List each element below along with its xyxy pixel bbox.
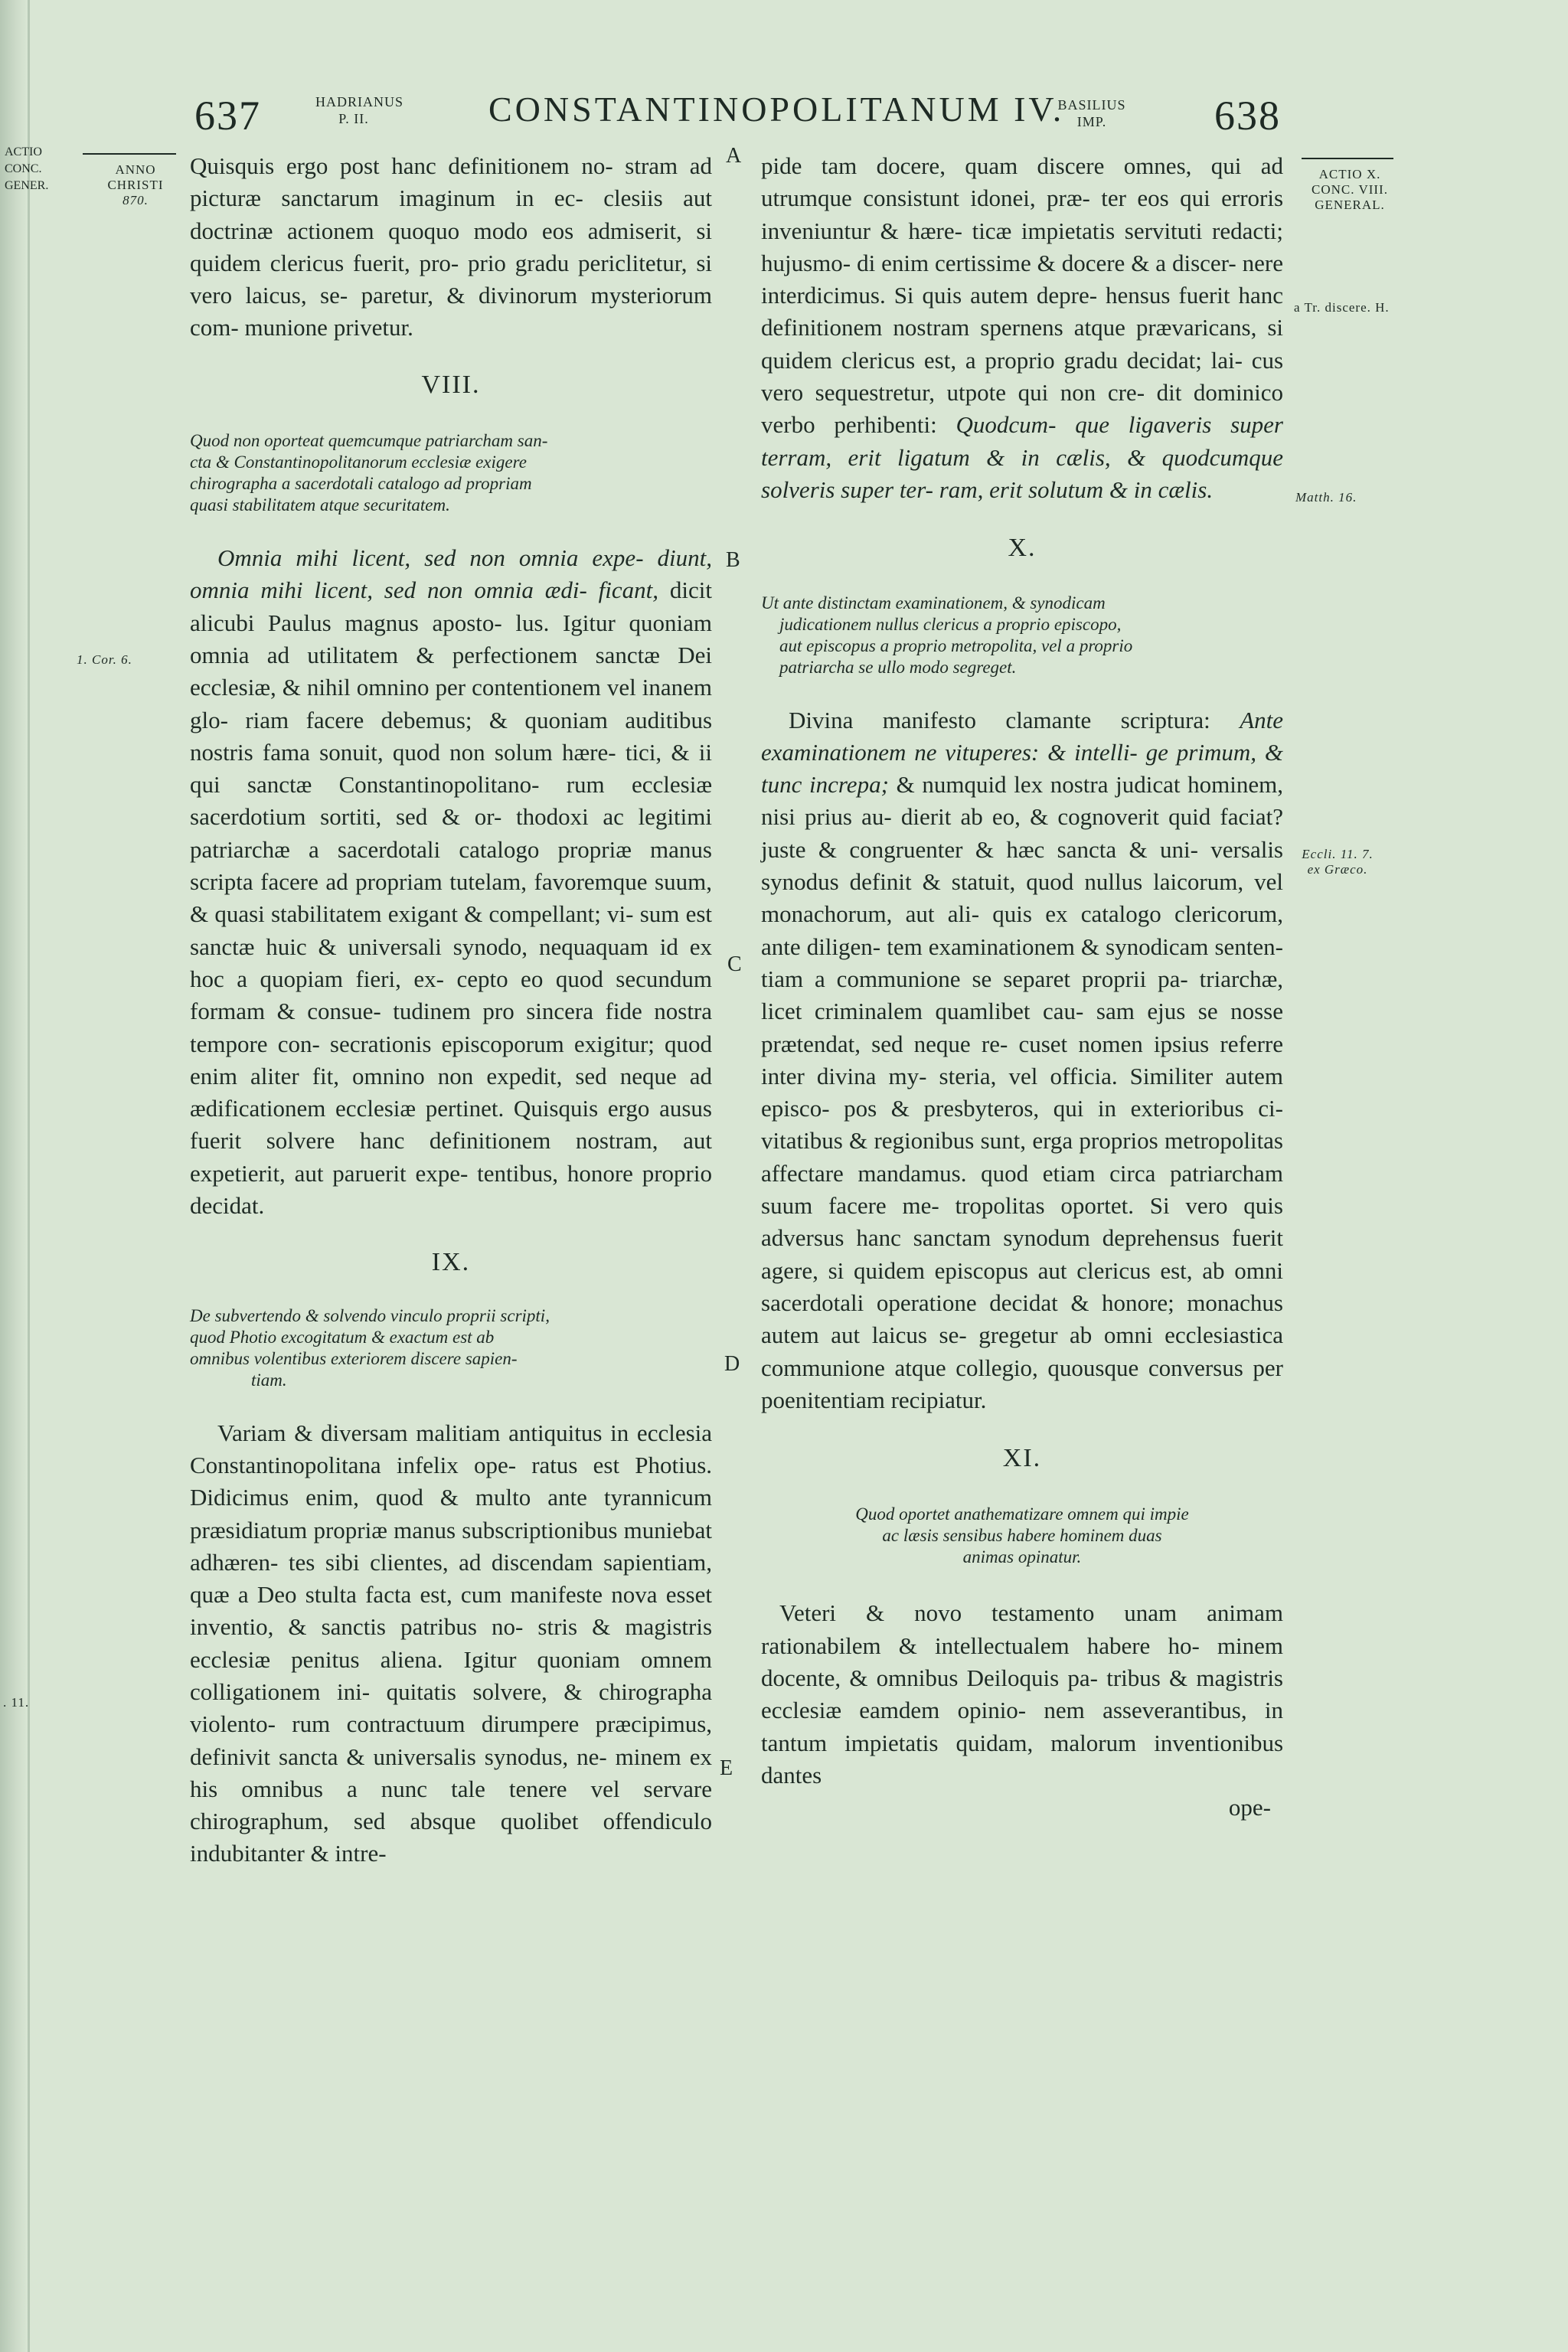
text-line: Divina manifesto clamante scriptura: bbox=[789, 706, 1210, 733]
margin-ref-eccli bbox=[1295, 847, 1380, 877]
right-margin-rule bbox=[1302, 158, 1393, 159]
text-line: rationabilem & intellectualem habere ho- bbox=[761, 1632, 1200, 1659]
text-line: pide tam docere, quam discere omnes, bbox=[761, 152, 1192, 179]
text-line: ad ædificationem ecclesiæ pertinet. Quisquis bbox=[190, 1062, 713, 1122]
text-line: definivit sancta & universalis synodus, ne- bbox=[190, 1743, 607, 1770]
margin-anno-line: ANNO bbox=[115, 162, 156, 177]
text-line: quolibet offendiculo indubitanter & intre- bbox=[190, 1808, 713, 1867]
text-line: Variam & diversam malitiam antiquitus bbox=[217, 1419, 603, 1446]
text-line: hanc sanctam synodum deprehensus fuerit bbox=[856, 1224, 1284, 1252]
text-line: nova esset inventio, & sanctis patribus no- bbox=[190, 1581, 712, 1641]
text-line: pos & presbyteros, qui in exterioribus ci- bbox=[844, 1095, 1283, 1122]
rubric-line: Quod oportet anathematizare omnem qui impie bbox=[855, 1504, 1189, 1524]
text-line: stram ad picturæ sanctarum imaginum in ec- bbox=[190, 152, 713, 212]
text-line: ergo ausus fuerit solvere hanc definitionem bbox=[190, 1095, 712, 1155]
text-line: Igitur quoniam omnem colligationem ini- bbox=[190, 1645, 713, 1705]
text-line: munione privetur. bbox=[244, 314, 413, 341]
text-line: honore; monachus autem aut laicus se- bbox=[761, 1289, 1283, 1349]
text-line: dit dominico verbo perhibenti: bbox=[761, 379, 1283, 439]
text-line: gregetur ab omni ecclesiastica communione bbox=[761, 1321, 1283, 1381]
rubric-line: De subvertendo & solvendo vinculo proprii scripti, bbox=[190, 1305, 550, 1325]
section-heading-xi: XI. bbox=[1002, 1444, 1042, 1473]
text-line: nostris fama sonuit, quod non solum hære- bbox=[190, 738, 616, 766]
text-line: ticæ impietatis servituti redacti; hujusmo- bbox=[761, 217, 1283, 276]
paragraph-intro bbox=[190, 150, 712, 345]
text-line: tudinem pro sincera fide nostra tempore con- bbox=[190, 998, 713, 1057]
text-line: cus vero sequestretur, utpote qui non cre- bbox=[761, 346, 1284, 407]
text-line: omnino per contentionem vel inanem glo- bbox=[190, 674, 713, 733]
left-page-number: 637 bbox=[194, 93, 261, 139]
right-running-head bbox=[1054, 96, 1130, 130]
rubric-line: Quod non oporteat quemcumque patriarcham san- bbox=[190, 431, 548, 451]
rubric-viii bbox=[190, 430, 712, 516]
left-margin-rule bbox=[83, 153, 176, 155]
margin-far-left bbox=[5, 144, 48, 194]
text-line: nem asseverantibus, in tantum impietatis bbox=[761, 1697, 1284, 1756]
right-page-number: 638 bbox=[1214, 93, 1281, 139]
section-letter-e: E bbox=[720, 1756, 733, 1780]
text-line: perfectionem sanctæ Dei ecclesiæ, & nihil bbox=[190, 641, 713, 701]
rubric-line: judicationem nullus clericus a proprio episcopo, bbox=[779, 614, 1122, 634]
margin-actio bbox=[1292, 167, 1407, 213]
text-line: ab omni sacerdotali operatione decidat & bbox=[761, 1256, 1283, 1316]
text-line: rum ecclesiæ sacerdotium sortiti, sed & or- bbox=[190, 771, 712, 831]
page-title: CONSTANTINOPOLITANUM IV. bbox=[488, 90, 1065, 129]
rubric-line: quod Photio excogitatum & exactum est ab bbox=[190, 1327, 495, 1347]
running-head-line: IMP. bbox=[1076, 114, 1107, 129]
margin-anno bbox=[86, 162, 185, 208]
text-line: steria, vel officia. Similiter autem episco- bbox=[761, 1062, 1284, 1122]
text-line: tiam a communione se separet proprii pa- bbox=[761, 965, 1188, 992]
margin-ref-eccli-line: ex Græco. bbox=[1307, 862, 1368, 877]
text-line: tes sibi clientes, ad discendam sapientiam, bbox=[288, 1548, 713, 1576]
text-line: quasi stabilitatem exigant & compellant; vi- bbox=[214, 900, 634, 928]
text-line: hensus fuerit hanc definitionem nostram bbox=[761, 282, 1283, 341]
text-line: tici, & ii qui sanctæ Constantinopolitano- bbox=[190, 738, 713, 799]
rubric-ix bbox=[190, 1305, 712, 1391]
paragraph-viii bbox=[190, 542, 712, 1222]
running-head-line: P. II. bbox=[338, 111, 369, 126]
left-column bbox=[190, 150, 712, 1870]
quote-line: que ligaveris super terram, erit ligatum & bbox=[761, 411, 1283, 471]
text-line: eos admiserit, si quidem clericus fuerit, pro- bbox=[190, 217, 713, 276]
text-line: thodoxi ac legitimi patriarchæ a sacerdotali bbox=[190, 803, 713, 863]
margin-note-a: a Tr. discere. H. bbox=[1294, 300, 1390, 315]
text-line: nere interdicimus. Si quis autem depre- bbox=[761, 249, 1283, 309]
text-line: in ecclesia Constantinopolitana infelix ope- bbox=[190, 1419, 713, 1478]
quote-line: ge primum, & tunc increpa; bbox=[761, 738, 1284, 799]
section-letter-d: D bbox=[724, 1352, 740, 1376]
rubric-line: tiam. bbox=[251, 1370, 287, 1390]
margin-ref-stray: . 11. bbox=[3, 1695, 30, 1710]
section-letter-a: A bbox=[726, 144, 742, 168]
margin-far-left-line: CONC. bbox=[5, 162, 42, 175]
text-line: nequaquam id ex hoc a quopiam fieri, ex- bbox=[190, 933, 713, 992]
text-line: riam facere debemus; & quoniam auditibus bbox=[245, 706, 713, 733]
rubric-line: patriarcha se ullo modo segreget. bbox=[779, 657, 1017, 677]
running-head-line: HADRIANUS bbox=[315, 94, 404, 109]
margin-ref-eccli-line: Eccli. 11. 7. bbox=[1302, 847, 1374, 861]
text-line: ter eos qui erroris inveniuntur & hære- bbox=[761, 185, 1284, 244]
quote-line: Omnia mihi licent, sed non omnia expe- bbox=[217, 544, 644, 572]
text-line: clesiis aut doctrinæ actionem quoquo modo bbox=[190, 185, 713, 244]
text-line: manus subscriptionibus muniebat adhæren- bbox=[190, 1516, 712, 1576]
text-line: dierit ab eo, & cognoverit quid faciat? bbox=[900, 803, 1283, 831]
rubric-x bbox=[761, 593, 1283, 678]
text-line: clericus est, a proprio gradu decidat; lai- bbox=[841, 346, 1243, 374]
rubric-line: Ut ante distinctam examinationem, & synodicam bbox=[761, 593, 1106, 612]
catchword: ope- bbox=[1228, 1794, 1271, 1821]
text-line: multo ante tyrannicum præsidiatum propriæ bbox=[190, 1484, 713, 1544]
text-line: nullus laicorum, vel monachorum, aut ali- bbox=[761, 868, 1283, 928]
quote-line: Ante examinationem ne vituperes: & intelli- bbox=[761, 706, 1283, 766]
section-heading-ix: IX. bbox=[431, 1248, 471, 1277]
rubric-line: aut episcopus a proprio metropolita, vel a proprio bbox=[779, 635, 1133, 655]
paragraph-x bbox=[761, 704, 1283, 1417]
paragraph-intro bbox=[761, 150, 1283, 506]
text-line: tem examinationem & synodicam senten- bbox=[887, 933, 1283, 960]
text-line: lex nostra judicat hominem, nisi prius au- bbox=[761, 771, 1284, 831]
text-line: atque collegio, quousque conversus per bbox=[894, 1354, 1283, 1381]
rubric-line: omnibus volentibus exteriorem discere sapien- bbox=[190, 1348, 518, 1368]
text-line: juste & congruenter & hæc sancta & uni- bbox=[761, 835, 1198, 863]
margin-far-left-line: GENER. bbox=[5, 179, 49, 192]
margin-actio-line: GENERAL. bbox=[1315, 198, 1385, 212]
text-line: tropolitas oportet. Si vero quis adversus bbox=[761, 1192, 1283, 1252]
section-letter-c: C bbox=[727, 952, 742, 976]
text-line: stris & magistris ecclesiæ penitus aliena. bbox=[190, 1613, 713, 1673]
text-line: ratus est Photius. Didicimus enim, quod & bbox=[190, 1451, 713, 1511]
text-line: quitatis solvere, & chirographa violento- bbox=[190, 1677, 712, 1738]
text-line: etiam circa patriarcham suum facere me- bbox=[761, 1159, 1284, 1220]
text-line: tentibus, honore proprio decidat. bbox=[190, 1159, 712, 1220]
section-heading-x: X. bbox=[1008, 534, 1037, 563]
text-line: Veteri & novo testamento unam animam bbox=[779, 1599, 1283, 1627]
text-line: poenitentiam recipiatur. bbox=[761, 1386, 987, 1413]
text-line: sam ejus se nosse prætendat, sed neque re- bbox=[761, 998, 1283, 1057]
text-line: & numquid bbox=[896, 771, 1007, 799]
margin-actio-line: CONC. VIII. bbox=[1312, 182, 1388, 197]
margin-anno-line: CHRISTI bbox=[107, 178, 164, 192]
rubric-line: quasi stabilitatem atque securitatem. bbox=[190, 495, 450, 515]
text-line: prio gradu periclitetur, si vero laicus, se- bbox=[190, 249, 713, 309]
margin-ref-matth: Matth. 16. bbox=[1295, 490, 1357, 505]
right-column bbox=[761, 150, 1283, 1824]
text-line: qui ad utrumque consistunt idonei, præ- bbox=[761, 152, 1284, 212]
left-running-head bbox=[315, 93, 404, 127]
page-edge-shadow bbox=[0, 0, 28, 2352]
margin-anno-line: 870. bbox=[122, 193, 149, 207]
text-line: catalogo propriæ manus scripta facere ad bbox=[190, 835, 712, 896]
rubric-line: animas opinatur. bbox=[962, 1547, 1082, 1567]
rubric-line: cta & Constantinopolitanorum ecclesiæ exigere bbox=[190, 452, 527, 472]
text-line: versalis synodus definit & statuit, quod bbox=[761, 835, 1283, 896]
text-line: cepto eo quod secundum formam & consue- bbox=[190, 965, 712, 1025]
text-line: agere, si quidem episcopus aut clericus est, bbox=[761, 1256, 1193, 1284]
rubric-xi bbox=[761, 1504, 1283, 1568]
text-line: spernens atque prævaricans, si quidem bbox=[761, 314, 1283, 374]
quote-line: diunt, omnia mihi licent, sed non omnia ædi- bbox=[190, 544, 713, 604]
text-line: minem ex his omnibus a nunc tale tenere bbox=[190, 1743, 712, 1802]
section-heading-viii: VIII. bbox=[421, 370, 481, 399]
text-line: triarchæ, licet criminalem quamlibet cau- bbox=[761, 965, 1283, 1025]
margin-ref-cor: 1. Cor. 6. bbox=[77, 652, 132, 667]
paragraph-xi bbox=[761, 1597, 1283, 1792]
text-line: vitatibus & regionibus sunt, erga proprios bbox=[761, 1127, 1158, 1155]
text-line: quis ex catalogo clericorum, ante diligen- bbox=[761, 900, 1284, 960]
text-line: vel servare chirographum, sed absque bbox=[190, 1775, 712, 1835]
section-letter-b: B bbox=[726, 548, 740, 572]
text-line: metropolitas affectare mandamus. quod bbox=[761, 1127, 1284, 1187]
text-line: cuset nomen ipsius referre inter divina my- bbox=[761, 1030, 1283, 1089]
quote-line: ram, erit solutum & in cælis. bbox=[939, 475, 1214, 503]
text-line: propriam tutelam, favoremque suum, & bbox=[190, 868, 712, 928]
text-line: Quisquis ergo post hanc definitionem no- bbox=[190, 152, 613, 179]
margin-far-left-line: ACTIO bbox=[5, 145, 42, 158]
quote-line: ficant, bbox=[598, 577, 659, 604]
text-line: sum est sanctæ huic & universali synodo, bbox=[190, 900, 713, 960]
text-line: quidam, malorum inventionibus dantes bbox=[761, 1729, 1284, 1788]
page-edge-line bbox=[28, 0, 30, 2352]
rubric-line: ac læsis sensibus habere hominem duas bbox=[882, 1526, 1162, 1546]
running-head-line: BASILIUS bbox=[1057, 97, 1126, 113]
text-line: tribus & magistris ecclesiæ eamdem opinio- bbox=[761, 1664, 1283, 1724]
quote-line: Quodcum- bbox=[956, 411, 1057, 439]
margin-actio-line: ACTIO X. bbox=[1318, 167, 1381, 181]
text-line: di enim certissime & docere & a discer- bbox=[857, 249, 1236, 276]
text-line: nostram, aut expetierit, aut paruerit expe- bbox=[190, 1127, 713, 1187]
text-line: lus. Igitur quoniam omnia ad utilitatem & bbox=[190, 609, 712, 668]
text-line: aliter fit, omnino non expedit, sed neque bbox=[250, 1062, 677, 1089]
text-line: rum contractuum dirumpere præcipimus, bbox=[292, 1710, 713, 1738]
rubric-line: chirographa a sacerdotali catalogo ad propriam bbox=[190, 474, 532, 494]
text-line: secrationis episcoporum exigitur; quod enim bbox=[190, 1030, 713, 1089]
text-line: paretur, & divinorum mysteriorum com- bbox=[190, 282, 712, 341]
quote-line: in cælis, & quodcumque solveris super ter- bbox=[761, 443, 1284, 503]
text-line: dicit alicubi Paulus magnus aposto- bbox=[190, 577, 712, 636]
paragraph-ix bbox=[190, 1417, 712, 1870]
text-line: quæ a Deo stulta facta est, cum manifeste bbox=[190, 1581, 603, 1609]
text-line: minem docente, & omnibus Deiloquis pa- bbox=[761, 1632, 1283, 1691]
